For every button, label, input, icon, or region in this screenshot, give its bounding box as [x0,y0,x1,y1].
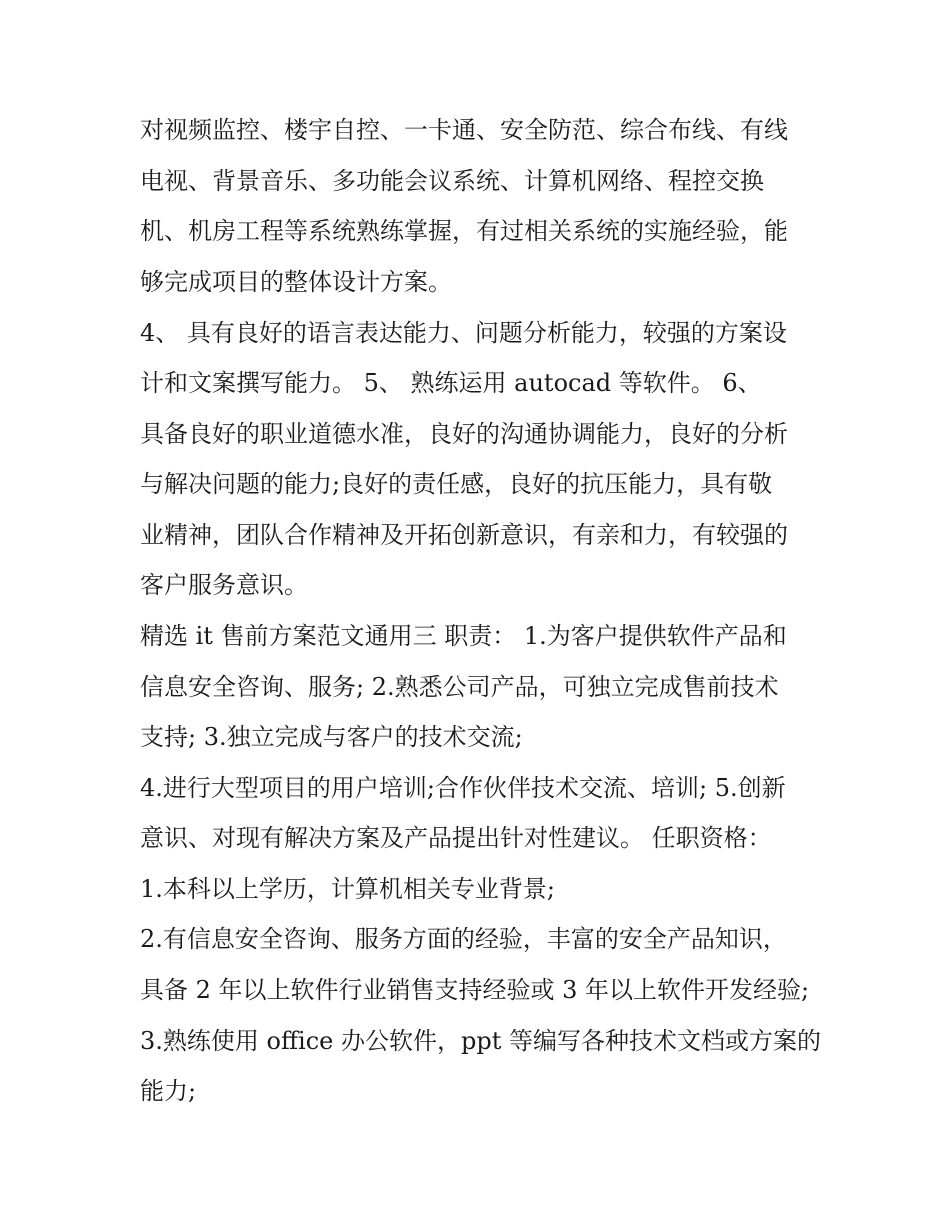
text-line: 支持; 3.独立完成与客户的技术交流; [140,723,523,751]
text-line: 对视频监控、楼宇自控、一卡通、安全防范、综合布线、有线 [140,116,788,144]
text-line: 具备 2 年以上软件行业销售支持经验或 3 年以上软件开发经验; [140,976,810,1004]
text-line: 信息安全咨询、服务; 2.熟悉公司产品，可独立完成售前技术 [140,673,779,701]
text-line: 客户服务意识。 [140,571,308,599]
text-line: 1.本科以上学历，计算机相关专业背景; [140,875,555,903]
text-line: 具备良好的职业道德水准，良好的沟通协调能力，良好的分析 [140,420,788,448]
text-line: 4.进行大型项目的用户培训;合作伙伴技术交流、培训; 5.创新 [140,774,786,802]
text-line: 精选 it 售前方案范文通用三 职责： 1.为客户提供软件产品和 [140,622,787,650]
text-line: 3.熟练使用 office 办公软件，ppt 等编写各种技术文档或方案的 [140,1027,821,1055]
text-line: 2.有信息安全咨询、服务方面的经验，丰富的安全产品知识， [140,925,787,953]
text-line: 与解决问题的能力;良好的责任感，良好的抗压能力，具有敬 [140,470,773,498]
text-line: 能力; [140,1077,197,1105]
text-line: 计和文案撰写能力。 5、 熟练运用 autocad 等软件。 6、 [140,369,762,397]
text-line: 电视、背景音乐、多功能会议系统、计算机网络、程控交换 [140,167,764,195]
text-line: 意识、对现有解决方案及产品提出针对性建议。 任职资格： [140,824,772,852]
text-line: 机、机房工程等系统熟练掌握，有过相关系统的实施经验，能 [140,217,788,245]
text-line: 够完成项目的整体设计方案。 [140,268,452,296]
text-line: 4、 具有良好的语言表达能力、问题分析能力，较强的方案设 [140,319,787,347]
text-line: 业精神，团队合作精神及开拓创新意识，有亲和力，有较强的 [140,521,788,549]
